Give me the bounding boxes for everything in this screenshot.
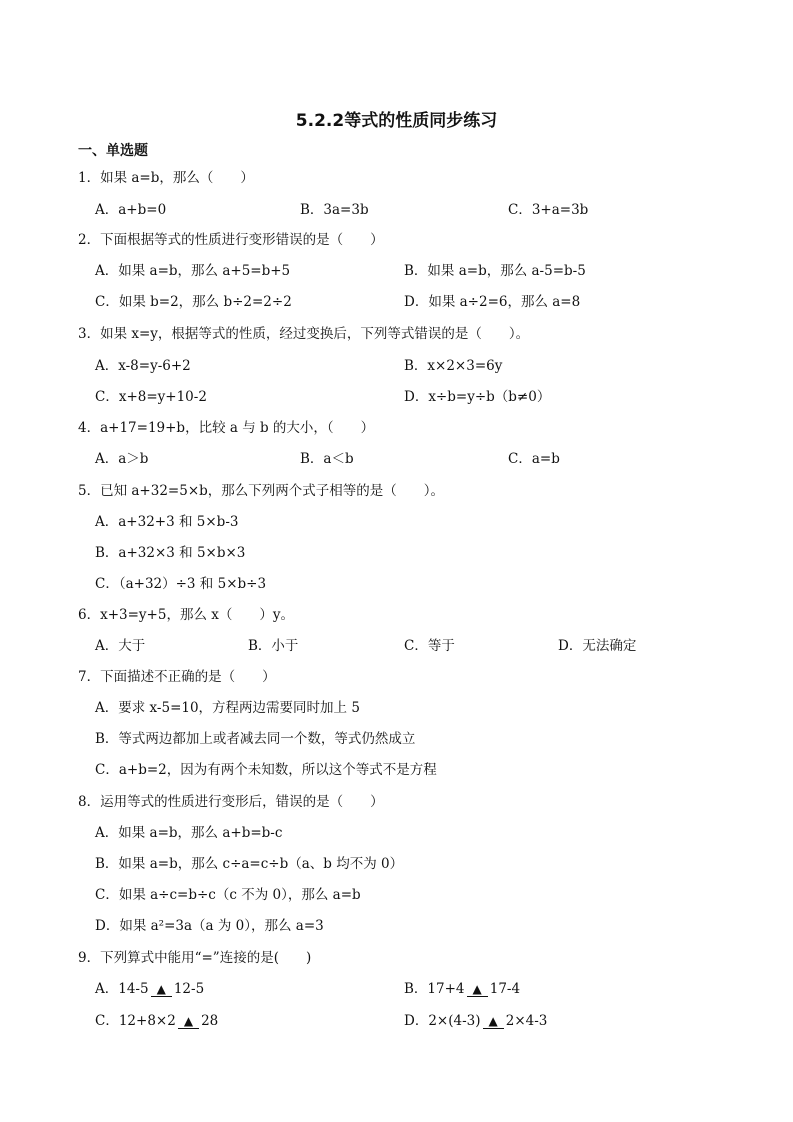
option-right-expression: 28 xyxy=(201,1013,219,1029)
question-7-stem: 7．下面描述不正确的是（ ） xyxy=(78,669,276,685)
question-3-option-a: A．x-8=y-6+2 xyxy=(95,358,191,374)
question-6-option-b: B．小于 xyxy=(248,638,299,654)
question-6-option-a: A．大于 xyxy=(95,638,146,654)
question-3-stem: 3．如果 x=y，根据等式的性质，经过变换后，下列等式错误的是（ ）。 xyxy=(78,326,530,342)
question-4-stem: 4．a+17=19+b，比较 a 与 b 的大小，（ ） xyxy=(78,420,375,436)
question-8-option-b: B．如果 a=b，那么 c÷a=c÷b（a、b 均不为 0） xyxy=(95,856,404,872)
question-1-option-a: A．a+b=0 xyxy=(95,202,167,218)
option-label: A． xyxy=(95,981,119,997)
question-6-option-c: C．等于 xyxy=(404,638,455,654)
question-9-option-a xyxy=(95,977,204,997)
question-8-stem: 8．运用等式的性质进行变形后，错误的是（ ） xyxy=(78,794,384,810)
question-2-stem: 2．下面根据等式的性质进行变形错误的是（ ） xyxy=(78,232,384,248)
question-2-option-a: A．如果 a=b，那么 a+5=b+5 xyxy=(95,263,291,279)
question-3-option-c: C．x+8=y+10-2 xyxy=(95,389,207,405)
question-7-option-a: A．要求 x-5=10，方程两边需要同时加上 5 xyxy=(95,700,360,716)
fill-blank xyxy=(467,982,488,997)
question-8-option-c: C．如果 a÷c=b÷c（c 不为 0），那么 a=b xyxy=(95,887,361,903)
question-2-option-d: D．如果 a÷2=6，那么 a=8 xyxy=(404,294,581,310)
question-7-option-c: C．a+b=2，因为有两个未知数，所以这个等式不是方程 xyxy=(95,762,437,778)
question-6-stem: 6．x+3=y+5，那么 x（ ）y。 xyxy=(78,607,294,623)
question-3-option-b: B．x×2×3=6y xyxy=(404,358,503,374)
question-3-option-d: D．x÷b=y÷b（b≠0） xyxy=(404,389,551,405)
option-label: C． xyxy=(95,1013,119,1029)
question-4-option-a: A．a＞b xyxy=(95,451,149,467)
triangle-marker-icon: ▲ xyxy=(156,982,166,996)
fill-blank xyxy=(483,1014,504,1029)
question-9-option-d xyxy=(404,1009,547,1029)
option-left-expression: 2×(4-3) xyxy=(428,1013,481,1029)
question-2-option-c: C．如果 b=2，那么 b÷2=2÷2 xyxy=(95,294,292,310)
question-1-option-c: C．3+a=3b xyxy=(508,202,589,218)
question-5-option-c: C．（a+32）÷3 和 5×b÷3 xyxy=(95,576,267,592)
question-9-option-c xyxy=(95,1009,218,1029)
question-4-option-b: B．a＜b xyxy=(300,451,354,467)
option-left-expression: 17+4 xyxy=(427,981,465,997)
triangle-marker-icon: ▲ xyxy=(183,1014,194,1028)
triangle-marker-icon: ▲ xyxy=(472,982,482,996)
fill-blank xyxy=(151,982,172,997)
question-1-option-b: B．3a=3b xyxy=(300,202,369,218)
triangle-marker-icon: ▲ xyxy=(488,1014,498,1028)
question-8-option-a: A．如果 a=b，那么 a+b=b-c xyxy=(95,825,283,841)
option-label: B． xyxy=(404,981,428,997)
question-2-option-b: B．如果 a=b，那么 a-5=b-5 xyxy=(404,263,586,279)
page-title: 5.2.2等式的性质同步练习 xyxy=(295,111,498,131)
question-8-option-d: D．如果 a²=3a（a 为 0），那么 a=3 xyxy=(95,918,324,934)
question-1-stem: 1．如果 a=b，那么（ ） xyxy=(78,170,254,186)
question-6-option-d: D．无法确定 xyxy=(558,638,637,654)
question-5-stem: 5．已知 a+32=5×b，那么下列两个式子相等的是（ ）。 xyxy=(78,483,445,499)
question-7-option-b: B．等式两边都加上或者减去同一个数，等式仍然成立 xyxy=(95,731,416,747)
question-9-option-b xyxy=(404,977,520,997)
option-right-expression: 2×4-3 xyxy=(505,1013,548,1029)
question-5-option-a: A．a+32+3 和 5×b-3 xyxy=(95,514,239,530)
option-left-expression: 12+8×2 xyxy=(118,1013,176,1029)
question-5-option-b: B．a+32×3 和 5×b×3 xyxy=(95,545,246,561)
section-heading: 一、单选题 xyxy=(78,143,148,159)
option-label: D． xyxy=(404,1013,429,1029)
option-right-expression: 17-4 xyxy=(489,981,521,997)
option-left-expression: 14-5 xyxy=(118,981,149,997)
option-right-expression: 12-5 xyxy=(173,981,205,997)
fill-blank xyxy=(178,1014,199,1029)
question-9-stem: 9．下列算式中能用“=”连接的是( ) xyxy=(78,950,312,966)
question-4-option-c: C．a=b xyxy=(508,451,560,467)
